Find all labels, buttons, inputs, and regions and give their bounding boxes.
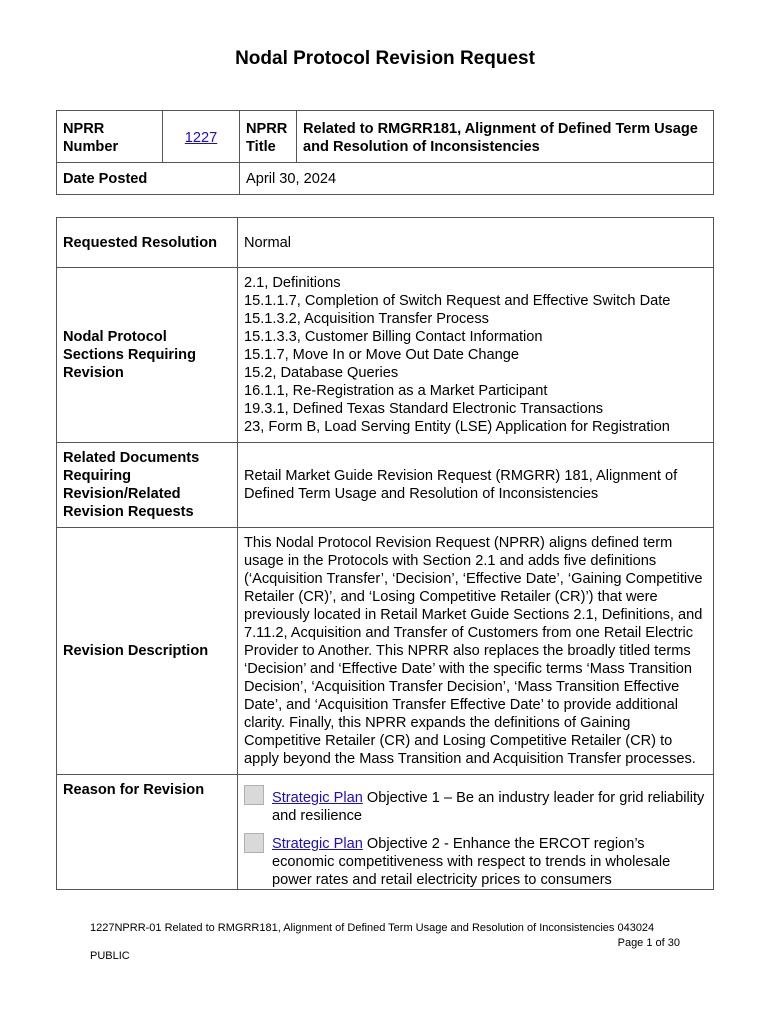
requested-resolution-value: Normal — [238, 218, 714, 268]
sections-label: Nodal Protocol Sections Requiring Revision — [57, 268, 238, 443]
objective-text: Objective 1 – Be an industry leader for grid reliability and resilience — [272, 790, 705, 824]
nprr-number-label: NPRR Number — [57, 111, 163, 163]
strategic-plan-link[interactable]: Strategic Plan — [272, 790, 363, 806]
section-item: 15.1.3.2, Acquisition Transfer Process — [244, 311, 489, 327]
section-item: 2.1, Definitions — [244, 275, 341, 291]
section-item: 23, Form B, Load Serving Entity (LSE) Application for Registration — [244, 419, 670, 435]
revision-description-value: This Nodal Protocol Revision Request (NPRR) aligns defined term usage in the Protocols with Section 2.1 and adds five definitions (‘Acquisition Transfer’, ‘Decision’, ‘Effective Date’, ‘Gaining Competitive Retailer (CR)’, and ‘Losing Competitive Retailer (CR)’) that were previously located in Retail Market Guide Sections 2.1, Definitions, and 7.11.2, Acquisition and Transfer of Customers from one Retail Electric Provider to Another. This NPRR also replaces the broadly titled terms ‘Decision’ and ‘Effective Date’ with the specific terms ‘Mass Transition Decision’, ‘Acquisition Transfer Decision’, ‘Mass Transition Effective Date’, and ‘Acquisition Transfer Effective Date’ to provide additional clarity. Finally, this NPRR expands the definitions of Gaining Competitive Retailer (CR) and Losing Competitive Retailer (CR) to apply beyond the Mass Transition and Acquisition Transfer processes. — [238, 528, 714, 775]
section-item: 15.1.7, Move In or Move Out Date Change — [244, 347, 520, 363]
section-item: 19.3.1, Defined Texas Standard Electronic Transactions — [244, 401, 604, 417]
sections-list — [238, 268, 714, 443]
section-item: 15.2, Database Queries — [244, 365, 399, 381]
footer-page-number: Page 1 of 30 — [617, 937, 680, 949]
objective-item — [244, 785, 707, 825]
nprr-number-cell — [163, 111, 240, 163]
reason-for-revision-label: Reason for Revision — [57, 775, 238, 890]
details-table — [56, 217, 714, 890]
section-item: 15.1.1.7, Completion of Switch Request and Effective Switch Date — [244, 293, 671, 309]
objective-checkbox[interactable] — [244, 833, 264, 853]
objective-item — [244, 833, 707, 889]
strategic-plan-link[interactable]: Strategic Plan — [272, 836, 363, 852]
footer-doc-ref: 1227NPRR-01 Related to RMGRR181, Alignment of Defined Term Usage and Resolution of Inconsistencies 043024 — [90, 922, 655, 934]
reason-for-revision-objectives — [238, 775, 714, 890]
objective-checkbox[interactable] — [244, 785, 264, 805]
section-item: 15.1.3.3, Customer Billing Contact Information — [244, 329, 543, 345]
related-documents-value: Retail Market Guide Revision Request (RMGRR) 181, Alignment of Defined Term Usage and Resolution of Inconsistencies — [238, 443, 714, 528]
objective-text: Objective 2 - Enhance the ERCOT region’s economic competitiveness with respect to trends in wholesale power rates and retail electricity prices to consumers — [272, 836, 671, 888]
nprr-number-link[interactable]: 1227 — [184, 130, 218, 146]
date-posted-value: April 30, 2024 — [240, 163, 714, 195]
date-posted-label: Date Posted — [57, 163, 240, 195]
nprr-title-label: NPRR Title — [240, 111, 297, 163]
header-table — [56, 110, 714, 195]
revision-description-label: Revision Description — [57, 528, 238, 775]
requested-resolution-label: Requested Resolution — [57, 218, 238, 268]
related-documents-label: Related Documents Requiring Revision/Related Revision Requests — [57, 443, 238, 528]
document-title: Nodal Protocol Revision Request — [235, 48, 535, 69]
footer-classification: PUBLIC — [90, 950, 130, 962]
nprr-title-value: Related to RMGRR181, Alignment of Defined Term Usage and Resolution of Inconsistencies — [297, 111, 714, 163]
section-item: 16.1.1, Re-Registration as a Market Participant — [244, 383, 548, 399]
